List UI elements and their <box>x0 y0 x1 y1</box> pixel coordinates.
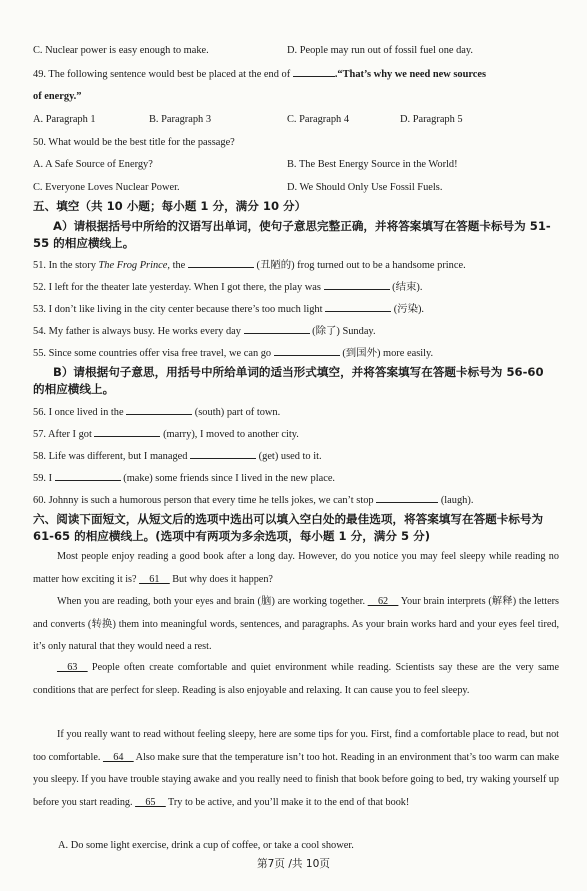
q53: 53. I don’t like living in the city center because there’s too much light (污染). <box>33 304 425 315</box>
q50-option-a: A. A Safe Source of Energy? <box>33 159 153 170</box>
option-a: A. Do some light exercise, drink a cup of coffee, or take a cool shower. <box>58 840 354 851</box>
q49-option-a: A. Paragraph 1 <box>33 114 96 125</box>
answer-blank <box>188 258 254 268</box>
q49-option-b: B. Paragraph 3 <box>149 114 212 125</box>
q48-option-d: D. People may run out of fossil fuel one day. <box>287 45 474 56</box>
q49-stem-cont: of energy.” <box>33 91 82 102</box>
answer-blank <box>244 324 310 334</box>
section5-partB-instructions: B）请根据句子意思，用括号中所给单词的适当形式填空，并将答案填写在答题卡标号为 56-60 的相应横线上。 <box>33 365 544 396</box>
passage-paragraph-1: Most people enjoy reading a good book after a long day. However, do you notice you may feel sleepy while reading no matter how exciting it is? __61__ But why does it happen? <box>33 551 559 585</box>
answer-blank <box>376 493 438 503</box>
section5-heading: 五、填空（共 10 小题；每小题 1 分，满分 10 分） <box>33 199 307 213</box>
q52: 52. I left for the theater late yesterday. When I got there, the play was (结束). <box>33 282 423 293</box>
q49-option-c: C. Paragraph 4 <box>287 114 350 125</box>
section5-partA-instructions: A）请根据括号中所给的汉语写出单词，使句子意思完整正确，并将答案填写在答题卡标号为 51-55 的相应横线上。 <box>33 219 551 250</box>
q58: 58. Life was different, but I managed (get) used to it. <box>33 451 322 462</box>
blank-62: __62__ <box>367 596 399 607</box>
passage-paragraph-2: When you are reading, both your eyes and brain (脑) are working together. __62__ Your brain interprets (解释) the letters and converts (转换) them into meaningful words, sentences, and paragraphs. As your brain works hard and your eyes feel tired, it’s only natural that they would need a rest. <box>33 596 559 652</box>
answer-blank <box>274 346 340 356</box>
q56: 56. I once lived in the (south) part of town. <box>33 407 281 418</box>
blank-61: __61__ <box>139 573 170 585</box>
q48-option-c: C. Nuclear power is easy enough to make. <box>33 45 209 56</box>
answer-blank <box>325 302 391 312</box>
answer-blank <box>126 405 192 415</box>
q57: 57. After I got (marry), I moved to another city. <box>33 429 299 440</box>
section6-heading: 六、阅读下面短文，从短文后的选项中选出可以填入空白处的最佳选项，将答案填写在答题卡标号为 61-65 的相应横线上。(选项中有两项为多余选项，每小题 1 分，满分 5 分) <box>33 512 544 543</box>
q50-option-b: B. The Best Energy Source in the World! <box>287 159 458 170</box>
q50-option-d: D. We Should Only Use Fossil Fuels. <box>287 182 443 193</box>
q60: 60. Johnny is such a humorous person that every time he tells jokes, we can’t stop (laugh). <box>33 495 474 506</box>
q49-stem: 49. The following sentence would best be placed at the end of .“That’s why we need new sources <box>33 69 487 80</box>
q51: 51. In the story The Frog Prince, the (丑陋的) frog turned out to be a handsome prince. <box>33 260 466 271</box>
q49-option-d: D. Paragraph 5 <box>400 114 463 125</box>
answer-blank <box>55 471 121 481</box>
page-footer: 第7页 /共 10页 <box>257 858 330 870</box>
q55: 55. Since some countries offer visa free travel, we can go (到国外) more easily. <box>33 348 434 359</box>
blank-63: __63__ <box>57 662 88 673</box>
blank-64: __64__ <box>103 751 134 763</box>
answer-blank <box>190 449 256 459</box>
q54: 54. My father is always busy. He works every day (除了) Sunday. <box>33 326 376 337</box>
q50-stem: 50. What would be the best title for the passage? <box>33 137 235 148</box>
blank-65: __65__ <box>135 796 166 808</box>
passage-paragraph-3: __63__ People often create comfortable and quiet environment while reading. Scientists say these are the very same conditions that are perfect for sleep. Reading is also enjoyable and relaxing. It can cause you to feel sleepy. <box>33 662 559 696</box>
answer-blank <box>94 427 160 437</box>
passage-paragraph-4: If you really want to read without feeling sleepy, here are some tips for you. First, find a comfortable place to read, but not too comfortable. __64__ Also make sure that the temperature isn’t too hot. Reading in an environment that’s too warm can make you sleepy. If you have trouble staying awake and you really need to finish that book before going to bed, try waking yourself up before you start reading. __65__ Try to be active, and you’ll make it to the end of that book! <box>33 729 559 808</box>
q59: 59. I (make) some friends since I lived in the new place. <box>33 473 336 484</box>
answer-blank <box>324 280 390 290</box>
answer-blank <box>293 67 335 77</box>
q50-option-c: C. Everyone Loves Nuclear Power. <box>33 182 180 193</box>
